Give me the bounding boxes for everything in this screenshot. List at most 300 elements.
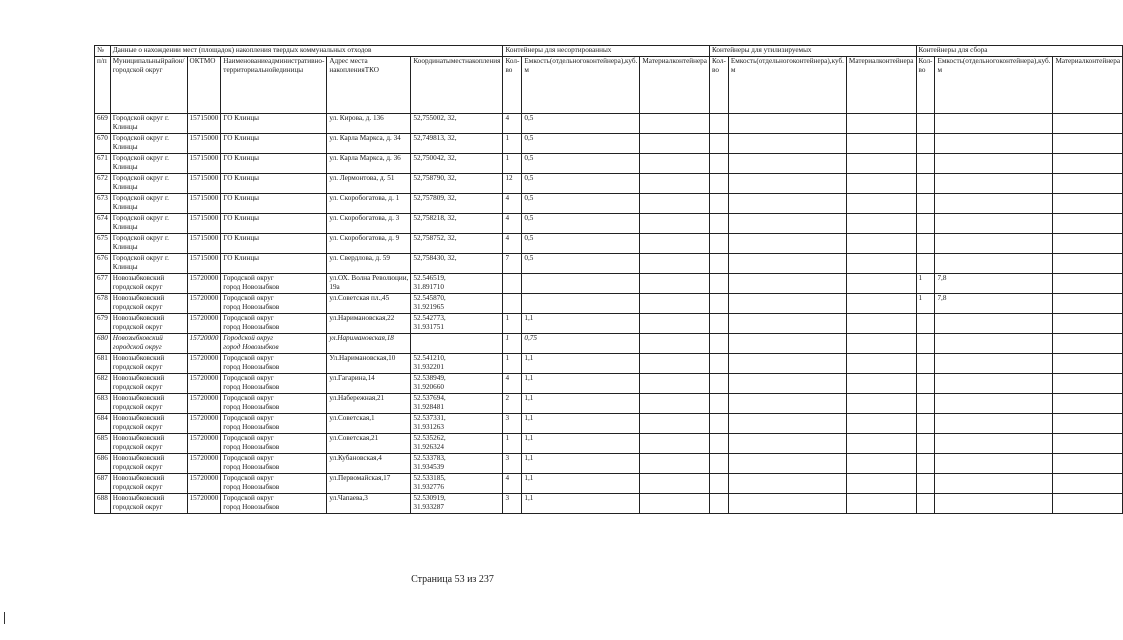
unsorted-material-cell (640, 354, 710, 374)
collection-qty-cell (916, 194, 935, 214)
table-row (95, 394, 1123, 414)
unsorted-material-cell (640, 434, 710, 454)
recyclable-capacity-cell (728, 414, 846, 434)
unsorted-qty-cell: 4 (503, 234, 522, 254)
district-cell (110, 394, 187, 414)
column-header-line: Материал (1055, 57, 1086, 65)
admin-unit-cell-line: Городской округ (223, 454, 274, 462)
recyclable-qty-cell (709, 214, 728, 234)
district-cell-line: городской округ (112, 323, 163, 331)
collection-material-cell (1053, 174, 1123, 194)
coordinates-cell (411, 354, 503, 374)
unsorted-material-cell (640, 254, 710, 274)
oktmo-cell: 15720000 (187, 394, 221, 414)
recyclable-material-cell (846, 254, 916, 274)
unsorted-capacity-cell: 0,5 (522, 194, 640, 214)
recyclable-qty-cell (709, 174, 728, 194)
column-header-line: Емкость (937, 57, 963, 65)
collection-material-cell (1053, 294, 1123, 314)
column-header-line: (отдельного (549, 57, 587, 65)
column-header-line: Кол-во (711, 57, 726, 74)
recyclable-capacity-cell (728, 274, 846, 294)
address-cell-line: ул.ОХ. Волна Революции, (329, 274, 409, 282)
recyclable-qty-cell (709, 194, 728, 214)
coordinates-cell-line: 52,758430, 32, (413, 254, 457, 262)
row-number-cell: 688 (95, 494, 111, 514)
district-cell (110, 114, 187, 134)
coordinates-cell-line: 52,750042, 32, (413, 154, 457, 162)
collection-qty-cell (916, 114, 935, 134)
admin-unit-cell-line: Городской округ (223, 414, 274, 422)
collection-qty-cell (916, 174, 935, 194)
admin-unit-cell (221, 414, 327, 434)
column-header (640, 57, 710, 114)
collection-qty-cell (916, 474, 935, 494)
column-header-line: Координаты (413, 57, 451, 65)
unsorted-qty-cell: 3 (503, 414, 522, 434)
unsorted-capacity-cell: 1,1 (522, 394, 640, 414)
recyclable-capacity-cell (728, 394, 846, 414)
address-cell (327, 334, 411, 354)
coordinates-cell-line: 52.537331, (413, 414, 446, 422)
recyclable-material-cell (846, 294, 916, 314)
column-header (728, 57, 846, 114)
admin-unit-cell-line: ГО Клинцы (223, 214, 260, 222)
district-cell-line: Городской округ г. (112, 254, 169, 262)
unsorted-capacity-cell: 1,1 (522, 374, 640, 394)
district-cell-line: Городской округ г. (112, 134, 169, 142)
district-cell-line: Клинцы (112, 223, 138, 231)
recyclable-material-cell (846, 194, 916, 214)
address-cell-line: ул. Кирова, д. 136 (329, 114, 384, 122)
district-cell-line: Новозыбковский (112, 454, 165, 462)
row-number-cell: 687 (95, 474, 111, 494)
column-header-line: Наименование (223, 57, 269, 65)
oktmo-cell: 15715000 (187, 134, 221, 154)
column-header-line: район/городской округ (112, 57, 185, 74)
table-row (95, 314, 1123, 334)
column-header (221, 57, 327, 114)
collection-capacity-cell (935, 114, 1053, 134)
collection-qty-cell (916, 254, 935, 274)
admin-unit-cell-line: город Новозыбков (223, 503, 280, 511)
row-number-cell: 683 (95, 394, 111, 414)
admin-unit-cell-line: город Новозыбков (223, 343, 279, 351)
address-cell (327, 114, 411, 134)
column-header-line: (отдельного (756, 57, 793, 65)
collection-qty-cell (916, 334, 935, 354)
district-cell (110, 294, 187, 314)
row-number-cell: 669 (95, 114, 111, 134)
row-number-cell: 680 (95, 334, 111, 354)
table-row (95, 474, 1123, 494)
table-row (95, 214, 1123, 234)
collection-qty-cell (916, 134, 935, 154)
table-row (95, 414, 1123, 434)
recyclable-capacity-cell (728, 314, 846, 334)
column-header-line: ОКТМО (189, 57, 216, 65)
column-header-line: контейнера), (999, 57, 1039, 65)
unsorted-capacity-cell: 0,5 (522, 254, 640, 274)
recyclable-material-cell (846, 314, 916, 334)
coordinates-cell (411, 154, 503, 174)
coordinates-cell (411, 194, 503, 214)
unsorted-capacity-cell: 0,75 (522, 334, 640, 354)
recyclable-qty-cell (709, 234, 728, 254)
address-cell (327, 274, 411, 294)
row-number-cell: 676 (95, 254, 111, 274)
coordinates-cell-line: 52.538949, (413, 374, 446, 382)
column-header-line: мест (450, 57, 466, 65)
district-cell-line: Новозыбковский (112, 354, 165, 362)
address-cell-line: ул. Скоробогатова, д. 3 (329, 214, 400, 222)
district-cell-line: Клинцы (112, 263, 138, 271)
address-cell (327, 474, 411, 494)
coordinates-cell (411, 374, 503, 394)
district-cell-line: Новозыбковский (112, 474, 165, 482)
collection-material-cell (1053, 354, 1123, 374)
column-header (503, 57, 522, 114)
coordinates-cell-line: 52.546519, (413, 274, 446, 282)
address-cell (327, 374, 411, 394)
unsorted-material-cell (640, 174, 710, 194)
unsorted-material-cell (640, 334, 710, 354)
column-header-line: контейнера (878, 57, 914, 65)
recyclable-qty-cell (709, 434, 728, 454)
unsorted-material-cell (640, 114, 710, 134)
coordinates-cell-line: 31.926324 (413, 443, 444, 451)
recyclable-material-cell (846, 114, 916, 134)
admin-unit-cell-line: ГО Клинцы (223, 234, 260, 242)
coordinates-cell-line: 31.931263 (413, 423, 444, 431)
address-cell-line: ул.Первомайская,17 (329, 474, 391, 482)
collection-qty-cell (916, 414, 935, 434)
coordinates-cell-line: 52.533783, (413, 454, 446, 462)
unsorted-material-cell (640, 394, 710, 414)
recyclable-qty-cell (709, 114, 728, 134)
column-header (95, 57, 111, 114)
oktmo-cell: 15720000 (187, 434, 221, 454)
column-header-line: Емкость (524, 57, 550, 65)
row-number-cell: 679 (95, 314, 111, 334)
district-cell-line: Городской округ г. (112, 234, 169, 242)
row-number-cell: 678 (95, 294, 111, 314)
district-cell (110, 214, 187, 234)
column-header-line: Емкость (730, 57, 757, 65)
recyclable-capacity-cell (728, 494, 846, 514)
collection-capacity-cell (935, 354, 1053, 374)
coordinates-cell-line: 52.535262, (413, 434, 446, 442)
collection-capacity-cell (935, 414, 1053, 434)
admin-unit-cell (221, 234, 327, 254)
district-cell-line: Клинцы (112, 243, 138, 251)
coordinates-cell (411, 254, 503, 274)
district-cell-line: городской округ (112, 363, 163, 371)
coordinates-cell-line: 52.545870, (413, 294, 446, 302)
coordinates-cell (411, 214, 503, 234)
district-cell-line: городской округ (112, 463, 163, 471)
unsorted-capacity-cell: 0,5 (522, 174, 640, 194)
address-cell-line: ул.Чапаева,3 (329, 494, 368, 502)
unsorted-qty-cell: 2 (503, 394, 522, 414)
admin-unit-cell-line: Городской округ (223, 274, 274, 282)
oktmo-cell: 15715000 (187, 194, 221, 214)
collection-material-cell (1053, 434, 1123, 454)
coordinates-cell-line: 52.542773, (413, 314, 446, 322)
column-header-line: ТКО (364, 66, 379, 74)
collection-material-cell (1053, 114, 1123, 134)
unsorted-material-cell (640, 494, 710, 514)
recyclable-capacity-cell (728, 234, 846, 254)
column-header-line: контейнера (1085, 57, 1121, 65)
admin-unit-cell-line: город Новозыбков (223, 303, 280, 311)
row-number-cell: 670 (95, 134, 111, 154)
unsorted-qty-cell: 4 (503, 214, 522, 234)
coordinates-cell-line: 52,758790, 32, (413, 174, 457, 182)
address-cell (327, 434, 411, 454)
unsorted-capacity-cell: 1,1 (522, 414, 640, 434)
admin-unit-cell-line: город Новозыбков (223, 383, 280, 391)
recyclable-capacity-cell (728, 194, 846, 214)
admin-unit-cell-line: город Новозыбков (223, 443, 280, 451)
address-cell-line: ул.Наримановская,18 (329, 334, 394, 342)
district-cell (110, 154, 187, 174)
recyclable-capacity-cell (728, 354, 846, 374)
district-cell-line: Новозыбковский (112, 314, 165, 322)
column-header-line: Адрес места накопления (329, 57, 368, 74)
admin-unit-cell (221, 374, 327, 394)
address-cell (327, 314, 411, 334)
coordinates-cell-line: 31.920660 (413, 383, 444, 391)
collection-material-cell (1053, 254, 1123, 274)
unsorted-material-cell (640, 414, 710, 434)
column-header (327, 57, 411, 114)
collection-capacity-cell (935, 154, 1053, 174)
district-cell-line: Городской округ г. (112, 174, 169, 182)
collection-material-cell (1053, 234, 1123, 254)
recyclable-qty-cell (709, 394, 728, 414)
collection-qty-cell (916, 154, 935, 174)
address-cell-line: ул.Набережная,21 (329, 394, 385, 402)
address-cell (327, 154, 411, 174)
district-cell-line: Новозыбковский (112, 374, 165, 382)
recyclable-qty-cell (709, 294, 728, 314)
recyclable-material-cell (846, 154, 916, 174)
collection-material-cell (1053, 194, 1123, 214)
address-cell (327, 194, 411, 214)
unsorted-qty-cell: 1 (503, 334, 522, 354)
recyclable-material-cell (846, 394, 916, 414)
unsorted-capacity-cell: 0,5 (522, 114, 640, 134)
coordinates-cell (411, 274, 503, 294)
header-recyclable-group: Контейнеры для утилизируемых (709, 46, 916, 57)
column-header (916, 57, 935, 114)
collection-material-cell (1053, 414, 1123, 434)
oktmo-cell: 15720000 (187, 494, 221, 514)
coordinates-cell (411, 494, 503, 514)
coordinates-cell-line: 31.928481 (413, 403, 444, 411)
column-header (522, 57, 640, 114)
collection-qty-cell (916, 394, 935, 414)
district-cell (110, 334, 187, 354)
collection-material-cell (1053, 334, 1123, 354)
address-cell-line: ул.Гагарина,14 (329, 374, 375, 382)
admin-unit-cell (221, 334, 327, 354)
recyclable-qty-cell (709, 374, 728, 394)
collection-capacity-cell (935, 434, 1053, 454)
recyclable-material-cell (846, 454, 916, 474)
coordinates-cell (411, 234, 503, 254)
oktmo-cell: 15720000 (187, 354, 221, 374)
recyclable-material-cell (846, 334, 916, 354)
recyclable-material-cell (846, 374, 916, 394)
admin-unit-cell (221, 294, 327, 314)
header-number: № (95, 46, 111, 57)
oktmo-cell: 15720000 (187, 454, 221, 474)
recyclable-material-cell (846, 274, 916, 294)
district-cell (110, 414, 187, 434)
table-row (95, 234, 1123, 254)
column-header-line: единицы (276, 66, 304, 74)
table-row (95, 274, 1123, 294)
unsorted-qty-cell: 1 (503, 314, 522, 334)
column-header-line: Материал (848, 57, 879, 65)
column-header-line: накопления (465, 57, 501, 65)
recyclable-qty-cell (709, 334, 728, 354)
header-collection-group: Контейнеры для сбора (916, 46, 1123, 57)
table-row (95, 194, 1123, 214)
column-header-line: административно- (268, 57, 325, 65)
address-cell (327, 214, 411, 234)
coordinates-cell (411, 434, 503, 454)
admin-unit-cell-line: город Новозыбков (223, 423, 280, 431)
admin-unit-cell (221, 174, 327, 194)
recyclable-qty-cell (709, 414, 728, 434)
collection-capacity-cell (935, 494, 1053, 514)
column-header-line: территориальной (223, 66, 277, 74)
collection-material-cell (1053, 134, 1123, 154)
address-cell-line: ул. Карла Маркса, д. 34 (329, 134, 401, 142)
coordinates-cell-line: 31.891710 (413, 283, 444, 291)
collection-material-cell (1053, 474, 1123, 494)
district-cell-line: Клинцы (112, 163, 138, 171)
recyclable-capacity-cell (728, 454, 846, 474)
address-cell-line: ул.Кубановская,4 (329, 454, 382, 462)
row-number-cell: 672 (95, 174, 111, 194)
address-cell-line: Ул.Наримановская,10 (329, 354, 396, 362)
address-cell-line: ул. Скоробогатова, д. 1 (329, 194, 400, 202)
header-unsorted-group: Контейнеры для несортированных (503, 46, 710, 57)
admin-unit-cell (221, 134, 327, 154)
oktmo-cell: 15715000 (187, 114, 221, 134)
coordinates-cell-line: 52.537694, (413, 394, 446, 402)
district-cell (110, 454, 187, 474)
column-header-line: Материал (642, 57, 673, 65)
column-header-line: Кол-во (918, 57, 933, 74)
admin-unit-cell-line: ГО Клинцы (223, 154, 260, 162)
unsorted-qty-cell (503, 294, 522, 314)
recyclable-qty-cell (709, 274, 728, 294)
district-cell-line: городской округ (112, 283, 163, 291)
district-cell-line: городской округ (112, 303, 163, 311)
district-cell-line: Клинцы (112, 203, 138, 211)
recyclable-material-cell (846, 414, 916, 434)
address-cell (327, 174, 411, 194)
column-header (709, 57, 728, 114)
coordinates-cell-line: 52,755002, 32, (413, 114, 457, 122)
recyclable-capacity-cell (728, 474, 846, 494)
group-header-row (95, 46, 1123, 57)
collection-qty-cell (916, 454, 935, 474)
unsorted-capacity-cell: 0,5 (522, 134, 640, 154)
unsorted-qty-cell: 1 (503, 154, 522, 174)
row-number-cell: 684 (95, 414, 111, 434)
unsorted-qty-cell: 4 (503, 114, 522, 134)
district-cell-line: Городской округ г. (112, 214, 169, 222)
column-header-line: п/п (97, 57, 107, 65)
admin-unit-cell (221, 434, 327, 454)
address-cell-line: ул. Свердлова, д. 59 (329, 254, 390, 262)
oktmo-cell: 15715000 (187, 174, 221, 194)
district-cell-line: Клинцы (112, 143, 138, 151)
unsorted-qty-cell: 1 (503, 134, 522, 154)
column-header-line: контейнера), (792, 57, 832, 65)
unsorted-capacity-cell: 0,5 (522, 214, 640, 234)
table-body (95, 114, 1123, 514)
district-cell-line: городской округ (112, 423, 163, 431)
column-header (935, 57, 1053, 114)
oktmo-cell: 15720000 (187, 414, 221, 434)
address-cell (327, 134, 411, 154)
recyclable-capacity-cell (728, 214, 846, 234)
district-cell-line: Городской округ г. (112, 114, 169, 122)
waste-sites-table (94, 45, 1123, 514)
coordinates-cell (411, 334, 503, 354)
coordinates-cell (411, 394, 503, 414)
unsorted-capacity-cell: 0,5 (522, 154, 640, 174)
unsorted-capacity-cell: 1,1 (522, 354, 640, 374)
oktmo-cell: 15715000 (187, 234, 221, 254)
recyclable-capacity-cell (728, 254, 846, 274)
unsorted-qty-cell: 4 (503, 194, 522, 214)
admin-unit-cell-line: Городской округ (223, 354, 274, 362)
collection-material-cell (1053, 374, 1123, 394)
admin-unit-cell-line: город Новозыбков (223, 483, 280, 491)
coordinates-cell (411, 174, 503, 194)
table-row (95, 334, 1123, 354)
district-cell-line: Городской округ г. (112, 194, 169, 202)
district-cell (110, 174, 187, 194)
recyclable-qty-cell (709, 154, 728, 174)
coordinates-cell-line: 52,758218, 32, (413, 214, 457, 222)
district-cell-line: городской округ (112, 403, 163, 411)
coordinates-cell-line: 31.932201 (413, 363, 444, 371)
admin-unit-cell-line: город Новозыбков (223, 363, 280, 371)
admin-unit-cell-line: ГО Клинцы (223, 174, 260, 182)
coordinates-cell-line: 52.530919, (413, 494, 446, 502)
coordinates-cell-line: 52,757809, 32, (413, 194, 457, 202)
coordinates-cell-line: 31.931751 (413, 323, 444, 331)
recyclable-capacity-cell (728, 174, 846, 194)
admin-unit-cell (221, 494, 327, 514)
column-header-line: Кол-во (505, 57, 520, 74)
admin-unit-cell-line: Городской округ (223, 494, 274, 502)
column-header-row (95, 57, 1123, 114)
collection-capacity-cell (935, 254, 1053, 274)
unsorted-qty-cell: 7 (503, 254, 522, 274)
unsorted-material-cell (640, 374, 710, 394)
collection-capacity-cell: 7,8 (935, 294, 1053, 314)
